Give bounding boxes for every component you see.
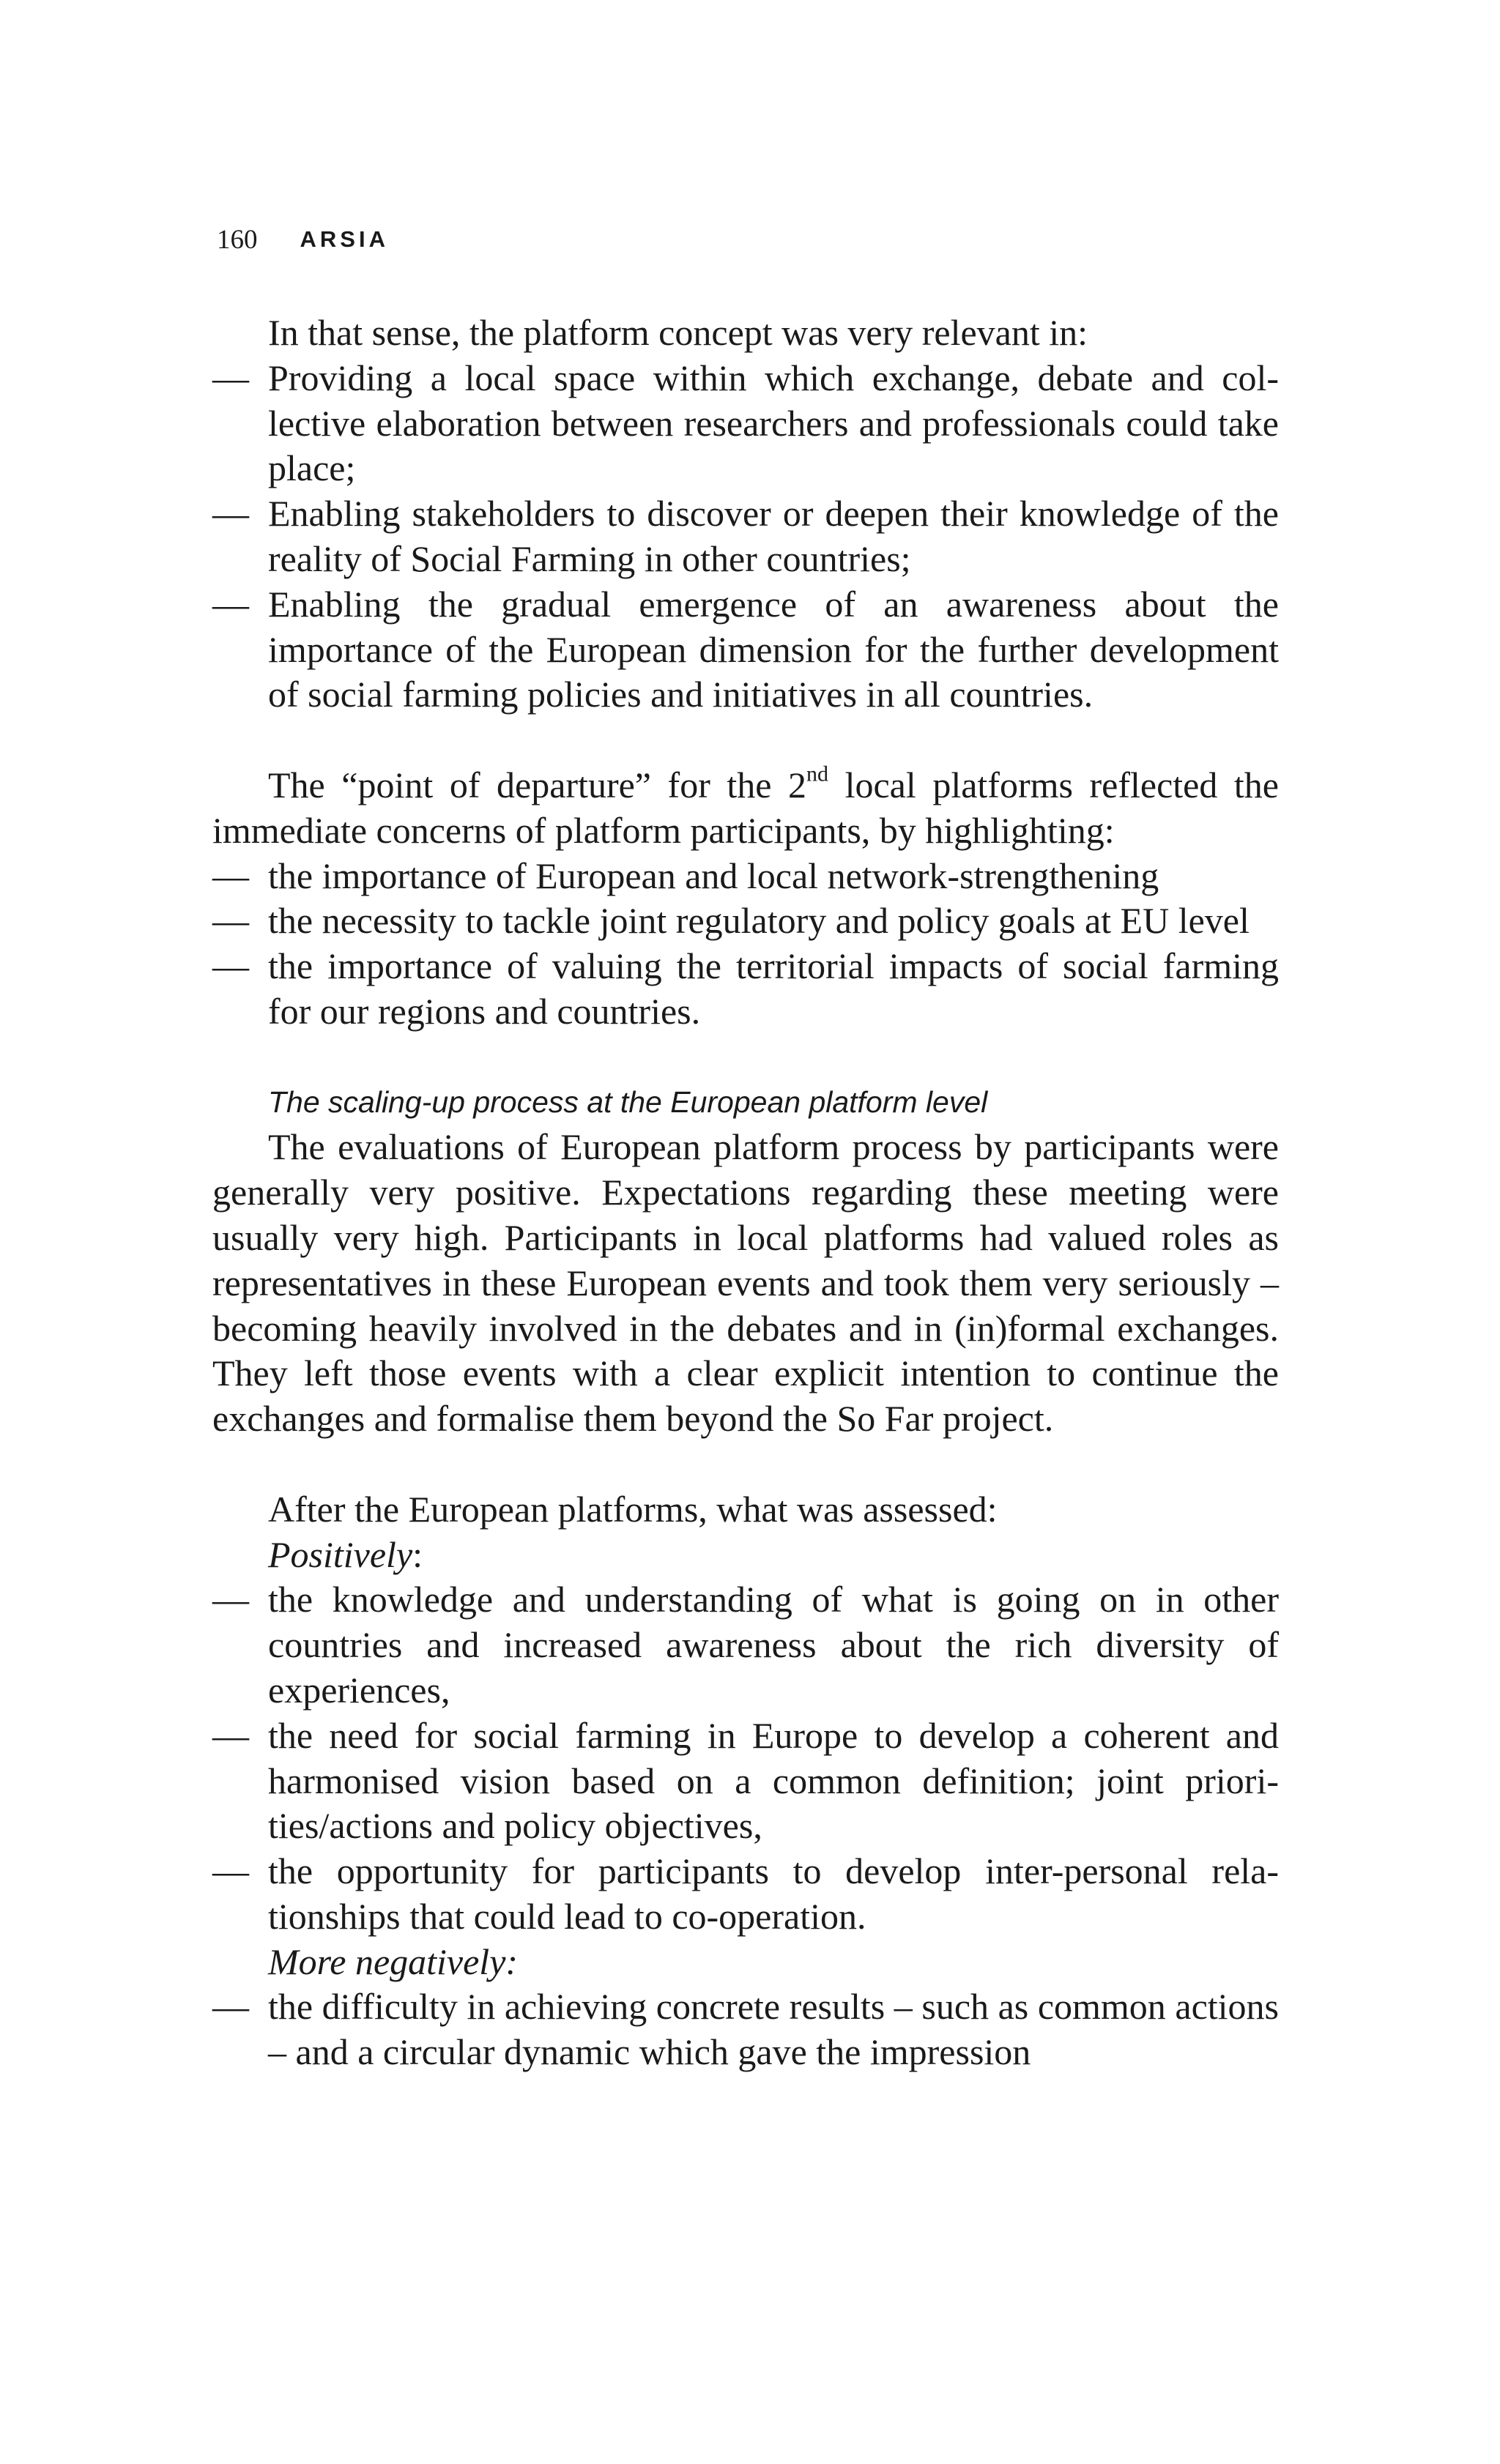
running-title: ARSIA [300, 226, 389, 252]
em-dash-bullet: — [212, 1850, 249, 1892]
em-dash-bullet: — [212, 855, 249, 896]
list-item [212, 1713, 1279, 1849]
list-item-text: the importance of valuing the territorial impacts of social farming for our regions and countries. [268, 945, 1279, 1032]
list-item [212, 1577, 1279, 1713]
list-item [212, 491, 1279, 582]
page-number: 160 [217, 224, 258, 255]
list-item-text: Providing a local space within which exchange, debate and collective elaboration between researchers and professionals could take place; [268, 357, 1279, 489]
list-item [212, 944, 1279, 1035]
list-item [212, 898, 1279, 944]
em-dash-bullet: — [212, 1579, 249, 1620]
positively-label-text: Positively [268, 1533, 413, 1575]
em-dash-bullet: — [212, 493, 249, 535]
positively-colon: : [412, 1533, 423, 1575]
list-item-text: the need for social farming in Europe to develop a coherent and harmonised vision based on a common definition; joint priorities/actions and policy objectives, [268, 1714, 1279, 1847]
paragraph-platform-relevance: In that sense, the platform concept was very relevant in: [268, 312, 1088, 353]
more-negatively-label: More negatively: [268, 1940, 519, 1982]
list-item-text: the opportunity for participants to develop inter-personal relationships that could lead to co-operation. [268, 1850, 1279, 1937]
paragraph-point-of-departure [212, 763, 1279, 854]
em-dash-bullet: — [212, 1714, 249, 1756]
body-text [212, 310, 1279, 2075]
paragraph-assessment-intro: After the European platforms, what was assessed: [268, 1488, 998, 1530]
list-item-text: the necessity to tackle joint regulatory and policy goals at EU level [268, 900, 1250, 942]
em-dash-bullet: — [212, 1986, 249, 2028]
section-heading: The scaling-up process at the European platform level [268, 1084, 988, 1119]
list-item [212, 356, 1279, 491]
list-item-text: the importance of European and local network-strengthening [268, 855, 1159, 896]
list-item [212, 582, 1279, 718]
running-header [217, 221, 389, 258]
em-dash-bullet: — [212, 945, 249, 987]
em-dash-bullet: — [212, 583, 249, 625]
list-item-text: Enabling stakeholders to discover or deepen their knowledge of the reality of Social Farming in other countries; [268, 493, 1279, 579]
intro-text-start: The “point of departure” for the 2 [268, 764, 807, 805]
list-item [212, 1849, 1279, 1940]
em-dash-bullet: — [212, 900, 249, 942]
paragraph-evaluations: The evaluations of European platform process by participants were generally very positive. Expectations regarding these meeting were usually very high. Participants in local platforms had valued roles as representatives in these European events and took them very seriously – becoming heavily involved in the debates and in (in)formal exchanges. They left those events with a clear explicit intention to continue the exchanges and formalise them beyond the So Far project. [212, 1126, 1279, 1440]
list-item [212, 1984, 1279, 2075]
intro-text-end: local platforms reflected the immediate concerns of platform participants, by highlighting: [212, 764, 1279, 851]
list-item-text: the difficulty in achieving concrete results – such as common actions – and a circular dynamic which gave the impression [268, 1986, 1279, 2073]
em-dash-bullet: — [212, 357, 249, 398]
list-item [212, 854, 1279, 899]
positively-label [212, 1533, 1279, 1578]
list-item-text: Enabling the gradual emergence of an awareness about the importance of the European dimension for the further development of social farming policies and initiatives in all countries. [268, 583, 1279, 715]
ordinal-superscript: nd [806, 762, 829, 786]
list-item-text: the knowledge and understanding of what is going on in other countries and increased awareness about the rich diversity of experiences, [268, 1579, 1279, 1711]
